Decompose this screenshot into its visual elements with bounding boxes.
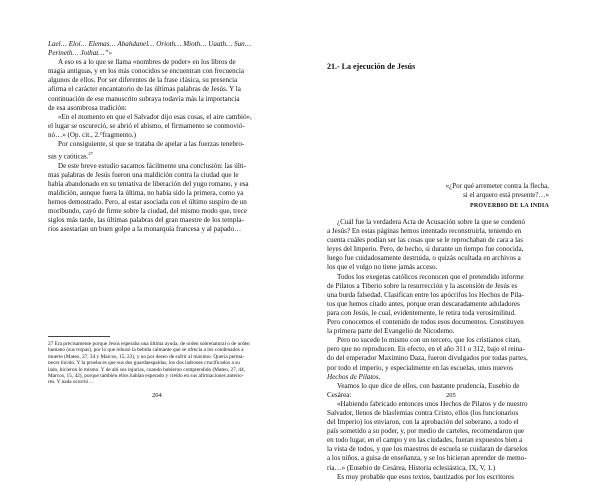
- text-line: Es muy probable que esos textos, bautizados por los escritores: [337, 472, 514, 481]
- text-line: a los niños, a guisa de enseñanza, y se los hicieran aprender de memo-: [327, 454, 527, 463]
- text-line: en todo lugar, en el campo y en las ciudades, fueran expuestos bien a: [327, 436, 523, 445]
- text-line: la vista de todos, y que los maestros de escuela se cuidaran de darselos: [327, 445, 528, 454]
- text-line: una burda falsedad. Clasifican entre los apócrifos los Hechos de Pila-: [327, 290, 524, 299]
- text-line: ria…» (Eusebio de Cesárea, Historia eclesiástica, IX, V, 1.): [327, 463, 496, 472]
- page-number: 205: [446, 392, 456, 399]
- text-line: continuación de ese manuscrito subraya todavía más la importancia: [48, 94, 240, 103]
- right-body-text: [327, 218, 549, 482]
- text-line: Perineth… Jothat…”»: [48, 49, 113, 58]
- text-line: Veamos lo que dice de ellos, con bastante prudencia, Eusebio de: [337, 381, 520, 390]
- epigraph-line: «¿Por qué arremeter contra la flecha,: [445, 182, 549, 190]
- footnote-line: lado, hicieron lo mismo. Y de ahí sus injurias, cuando hubieron comprendido (Mateo, 27, 44,: [48, 366, 246, 373]
- text-line: pero que no reproducen. En efecto, en el año 311 o 312, bajo el reina-: [327, 345, 525, 354]
- footnote-line: muerte (Mateo, 27, 34 y Marcos, 15, 23), y no por deseo de sufrir al máximo. Quería perma-: [48, 353, 245, 360]
- text-line: Pero conocemos el contenido de todos esos documentos. Constituyen: [327, 318, 524, 327]
- footnote: [48, 341, 266, 386]
- footnote-divider: [48, 336, 110, 337]
- text-line: «En el momento en que el Salvador dijo esas cosas, el aire cambió»,: [58, 112, 252, 121]
- text-line: maldición, aunque fuera la última, no había sido la primera, como ya: [48, 188, 244, 197]
- text-line: leyes del Imperio. Pero, de hecho, si durante un tiempo fue conocida,: [327, 245, 524, 254]
- text-line: siglos más tarde, las últimas palabras del gran maestre de los templa-: [48, 216, 244, 225]
- text-line: rios asestarían un buen golpe a la monarquía francesa y al papado…: [48, 225, 242, 234]
- footnote-line: res. Y nada ocurrió…: [48, 379, 94, 386]
- left-body-text: [48, 40, 266, 234]
- text-line: país sometido a su poder, y, por medio de carteles, recomendaron que: [327, 427, 525, 436]
- text-line: hemos demostrado. Pero, al estar asociada con el último suspiro de un: [48, 197, 247, 206]
- text-line: algunos de ellos. Por ser diferentes de la frase clásica, su presencia: [48, 76, 238, 85]
- footnote-ref: 27: [88, 151, 93, 157]
- text-line: magia antiguas, y en los más conocidos se encuentran con frecuencia: [48, 67, 244, 76]
- epigraph-source: PROVERBIO DE LA INDIA: [469, 202, 549, 209]
- text-line: Por consiguiente, si que se trataba de apelar a las fuerzas tenebro-: [58, 140, 245, 149]
- text-line: moribundo, cayó de firme sobre la ciudad, del mismo modo que, trece: [48, 207, 247, 216]
- footnote-line: Marcos, 15, 42), porque también ellos habían esperado y creído en sus afirmaciones anterio-: [48, 373, 244, 380]
- text-line: para con Jesús, le cual, evidentemente, le retira toda verosimilitud.: [327, 308, 516, 317]
- text-line: a Jesús? En estas páginas hemos intentado reconstruirla, teniendo en: [327, 227, 522, 236]
- epigraph-line: si el arquero está presente?…»: [463, 190, 549, 199]
- text-line: los que el vulgo no tiene jamás acceso.: [327, 263, 438, 272]
- text-line: Salvador, llenos de blasfemias contra Cristo, ellos (los funcionarios: [327, 408, 519, 417]
- text-line: de Pilatos a Tiberio sobre la resurrección y la ascensión de Jesús es: [327, 281, 518, 290]
- text-line: cuenta cuáles podían ser las cosas que se le reprochaban de cara a las: [327, 236, 523, 245]
- text-line: del Imperio) los enviaron, con la aprobación del soberano, a todo el: [327, 418, 519, 427]
- page-number: 204: [152, 392, 162, 399]
- footnote-line: 27 Era precisamente porque Jesús esperaba una última ayuda, de orden sobrenatural o de orden: [48, 341, 250, 347]
- text-line: sas y caóticas.$^{27}$: [48, 151, 93, 161]
- text-line: Cesárea:: [327, 390, 352, 399]
- text-line: mas palabras de Jesús fueron una maldición contra la ciudad que le: [48, 170, 239, 179]
- text-line: tos que hemos citado antes, porque eran descaradamente aduladores: [327, 299, 520, 308]
- footnote-line: humano (sus tropas), por lo que rehusó la bebida calmante que se ofrecía a los condenados a: [48, 347, 244, 354]
- text-line: la primera parte del Evangelio de Nicodemo.: [327, 327, 455, 336]
- text-line: Hechos de Pilatos.: [327, 372, 381, 381]
- text-line: ¿Cuál fue la verdadera Acta de Acusación sobre la que se condenó: [337, 218, 526, 226]
- text-line: nó…» (Op. cit., 2.°fragmento.): [48, 130, 136, 139]
- text-line: afirma el carácter encantatorio de las últimas palabras de Jesús. Y la: [48, 85, 241, 94]
- text-line: de esa asombrosa tradición:: [48, 103, 127, 112]
- text-line: luego fue cuidadosamente destruida, o quizás ocultada en archivos a: [327, 254, 521, 263]
- left-page: [0, 0, 300, 426]
- text-line: De este breve estudio sacamos fácilmente una conclusión: las últi-: [58, 161, 247, 170]
- text-line: Lael… Eloí… Elemas… Abahdanel… Orioth… Mioth… Uaath… Sun…: [48, 40, 252, 48]
- text-line: había abandonado en su tentativa de liberación del yugo romano, y esa: [48, 179, 249, 188]
- text-line: Todos los exegetas católicos reconocen que el pretendido informe: [337, 272, 524, 281]
- epigraph: [420, 182, 549, 210]
- text-line: «Habiendo fabricado entonces unos Hechos de Pilatos y de nuestro: [337, 399, 528, 408]
- text-line: do del emperador Maximino Daza, fueron divulgados por todas partes,: [327, 354, 528, 363]
- footnote-line: necer lúcido. Y la prueba es que sus dos guardaespaldas, los dos ladrones crucificados a su: [48, 360, 240, 367]
- text-line: el lugar se oscureció, se abrió el abismo, el firmamento se conmovió-: [48, 121, 245, 130]
- chapter-title: 21.- La ejecución de Jesús: [327, 62, 416, 71]
- text-line: por todo el imperio, y especialmente en las escuelas, unos nuevos: [327, 363, 513, 372]
- text-line: Pero no sucede lo mismo con un tercero, que los cristianos citan,: [337, 336, 521, 345]
- text-line: A eso es a lo que se llama «nombres de poder» en los libros de: [58, 58, 236, 67]
